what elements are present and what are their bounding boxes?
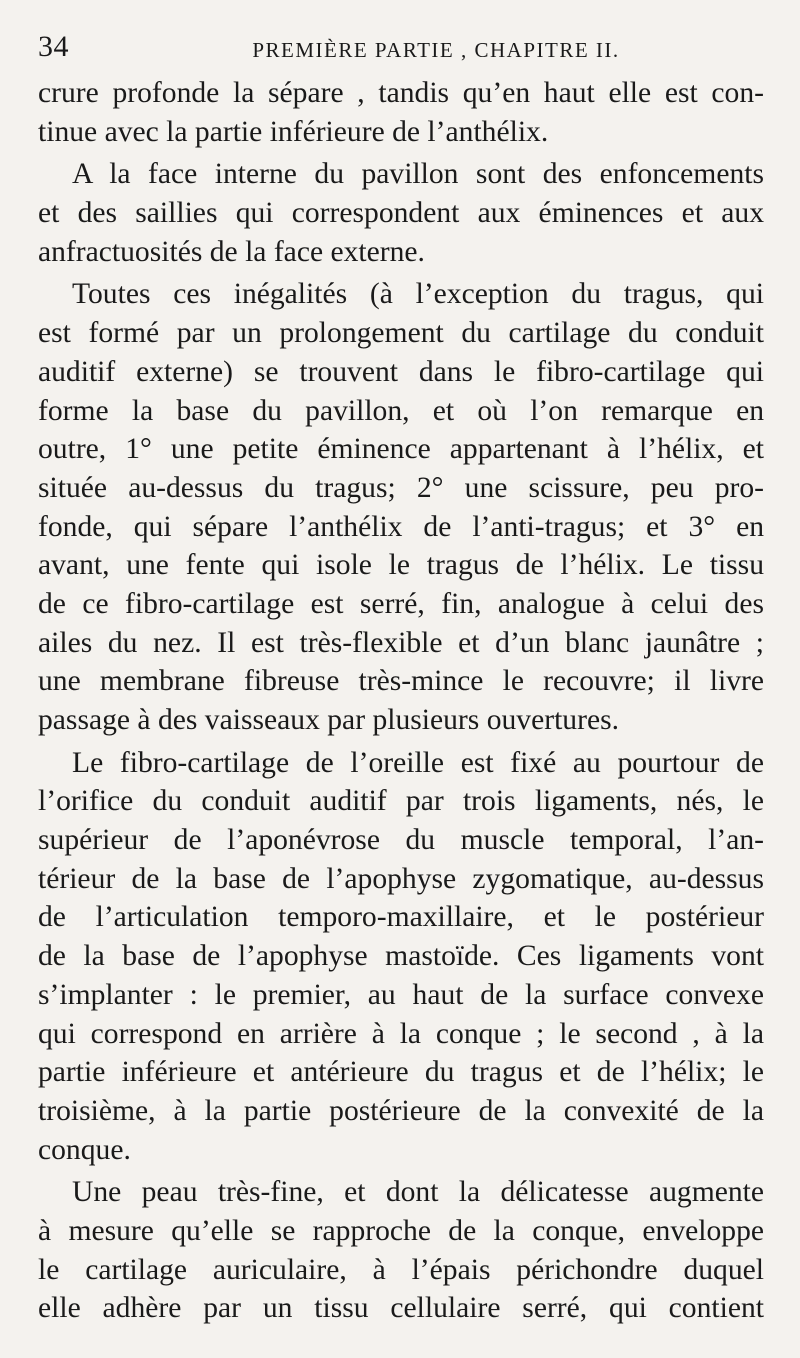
text-line: anfractuosités de la face externe. [38,235,425,268]
paragraph [38,744,764,1170]
page-header [38,26,764,74]
text-line: Une peau très-fine, et dont la délicatesse augmente [72,1176,764,1209]
text-line: est formé par un prolongement du cartilage du conduit [38,317,764,350]
text-line: troisième, à la partie postérieure de la convexité de la [38,1094,764,1127]
text-line: forme la base du pavillon, et où l’on remarque en [38,394,764,427]
paragraph [38,155,764,271]
paragraph [38,74,764,151]
text-line: fonde, qui sépare l’anthélix de l’anti-tragus; et 3° en [38,510,764,543]
text-line: conque. [38,1133,131,1166]
text-line: l’orifice du conduit auditif par trois ligaments, nés, le [38,785,764,818]
text-line: ailes du nez. Il est très-flexible et d’un blanc jaunâtre ; [38,626,764,659]
text-line: de la base de l’apophyse mastoïde. Ces ligaments vont [38,940,764,973]
text-line: elle adhère par un tissu cellulaire serré, qui contient [38,1292,764,1325]
text-line: de ce fibro-cartilage est serré, fin, analogue à celui des [38,587,764,620]
text-line: avant, une fente qui isole le tragus de l’hélix. Le tissu [38,549,764,582]
text-line: A la face interne du pavillon sont des enfoncements [72,158,764,191]
text-line: passage à des vaisseaux par plusieurs ouvertures. [38,704,620,736]
text-line: Toutes ces inégalités (à l’exception du tragus, qui [72,278,764,311]
paragraph [38,1173,764,1328]
text-line: partie inférieure et antérieure du tragus et de l’hélix; le [38,1056,764,1089]
text-line: et des saillies qui correspondent aux éminences et aux [38,197,764,230]
text-line: à mesure qu’elle se rapproche de la conque, enveloppe [38,1214,764,1247]
text-line: Le fibro-cartilage de l’oreille est fixé au pourtour de [72,746,764,779]
text-line: supérieur de l’aponévrose du muscle temporal, l’an- [38,824,764,857]
text-line: crure profonde la sépare , tandis qu’en haut elle est con- [38,77,764,109]
page-number: 34 [38,30,69,63]
running-head: PREMIÈRE PARTIE , CHAPITRE II. [252,38,620,62]
text-line: térieur de la base de l’apophyse zygomatique, au-dessus [38,862,764,895]
text-line: située au-dessus du tragus; 2° une scissure, peu pro- [38,471,764,504]
body-text [38,74,764,1328]
text-line: auditif externe) se trouvent dans le fibro-cartilage qui [38,355,764,388]
text-line: de l’articulation temporo-maxillaire, et le postérieur [38,901,764,934]
text-line: qui correspond en arrière à la conque ; le second , à la [38,1017,764,1050]
text-line: tinue avec la partie inférieure de l’anthélix. [38,115,549,148]
text-line: s’implanter : le premier, au haut de la surface convexe [38,978,764,1011]
text-line: une membrane fibreuse très-mince le recouvre; il livre [38,665,764,698]
text-line: le cartilage auriculaire, à l’épais périchondre duquel [38,1253,764,1286]
paragraph [38,275,764,739]
text-line: outre, 1° une petite éminence appartenant à l’hélix, et [38,433,764,466]
